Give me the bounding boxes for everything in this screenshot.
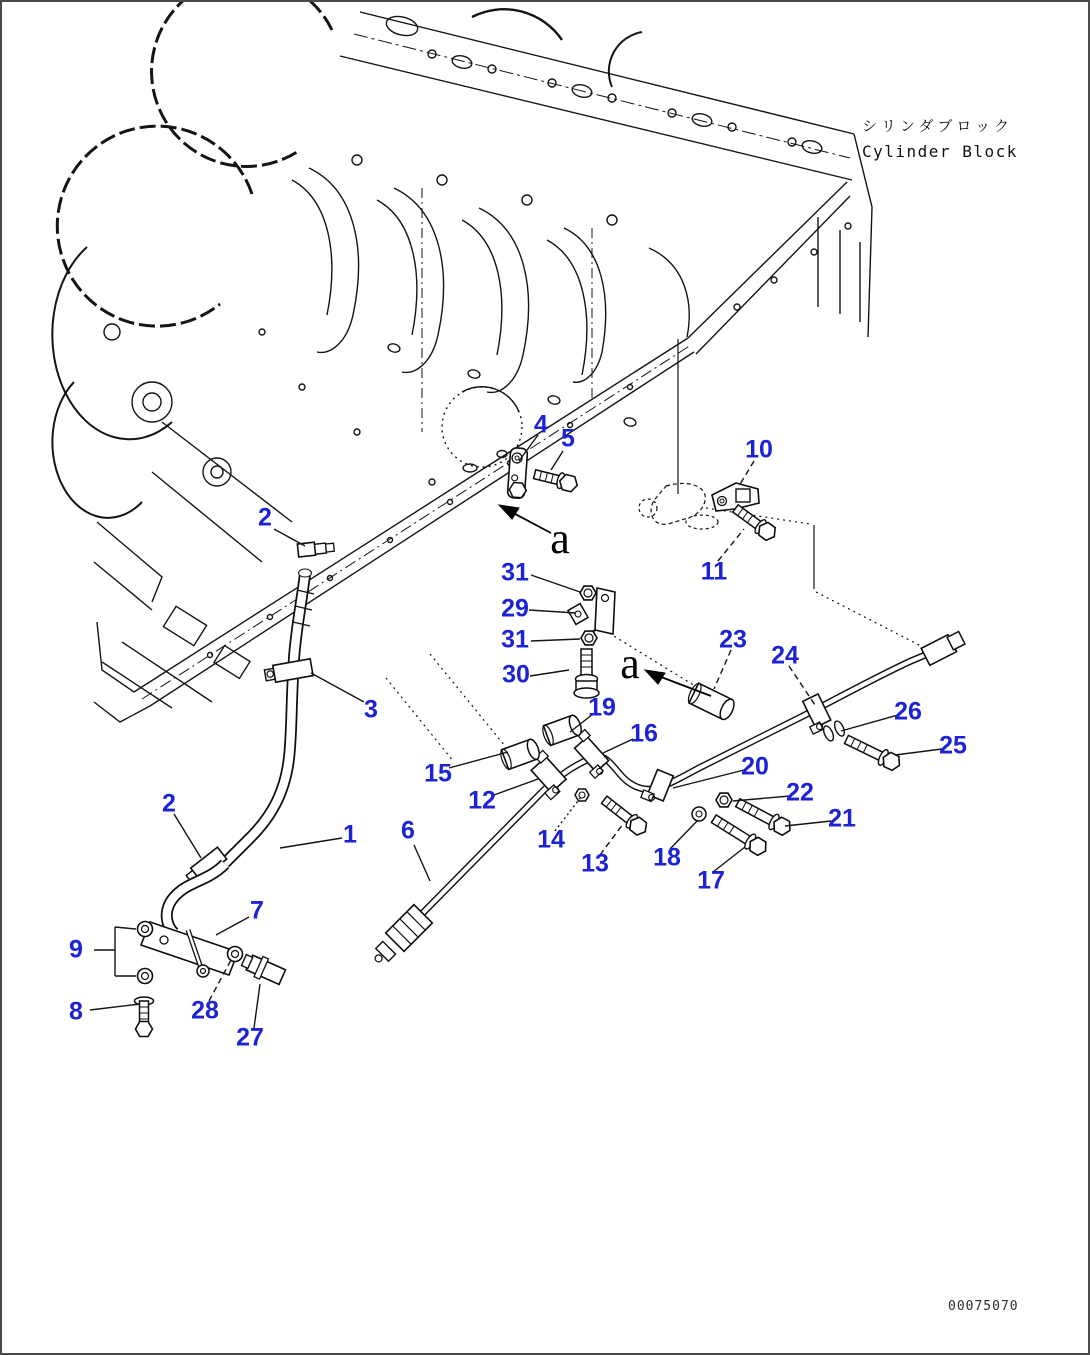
nut-part-22 <box>716 793 732 807</box>
callout-3-11[interactable]: 3 <box>364 695 378 724</box>
callout-25-17[interactable]: 25 <box>939 731 967 760</box>
callout-16-13[interactable]: 16 <box>630 719 658 748</box>
bolt-part-13 <box>599 793 650 838</box>
bushing-part-15 <box>499 738 542 771</box>
drawing-number: 00075070 <box>948 1299 1019 1314</box>
callout-27-32[interactable]: 27 <box>236 1023 264 1052</box>
callout-5-1[interactable]: 5 <box>561 424 575 453</box>
pipe-part-6 <box>367 625 966 970</box>
callout-9-29[interactable]: 9 <box>69 935 83 964</box>
callout-7-28[interactable]: 7 <box>250 896 264 925</box>
spacer-part-23 <box>686 682 737 722</box>
bracket-part-10 <box>712 483 759 511</box>
callout-4-0[interactable]: 4 <box>534 410 548 439</box>
bolt-part-25 <box>843 732 903 773</box>
callout-19-12[interactable]: 19 <box>588 693 616 722</box>
callout-17-27[interactable]: 17 <box>697 866 725 895</box>
title-english: Cylinder Block <box>862 142 1018 161</box>
callout-26-16[interactable]: 26 <box>894 697 922 726</box>
callout-28-31[interactable]: 28 <box>191 996 219 1025</box>
fitting-part-2a <box>297 540 334 557</box>
callout-31-7[interactable]: 31 <box>501 625 529 654</box>
washer-part-18 <box>692 807 706 821</box>
callout-2-21[interactable]: 2 <box>162 789 176 818</box>
callout-20-18[interactable]: 20 <box>741 752 769 781</box>
title-japanese: シリンダブロック <box>862 117 1014 135</box>
nuts-part-9 <box>138 922 153 984</box>
callout-24-10[interactable]: 24 <box>771 641 799 670</box>
nut-part-31a <box>580 586 596 600</box>
callout-14-24[interactable]: 14 <box>537 825 565 854</box>
callout-12-15[interactable]: 12 <box>468 786 496 815</box>
bolt-part-30 <box>574 649 599 698</box>
callout-23-9[interactable]: 23 <box>719 625 747 654</box>
callout-31-4[interactable]: 31 <box>501 558 529 587</box>
callout-21-20[interactable]: 21 <box>828 804 856 833</box>
tube-part-1 <box>225 569 314 863</box>
callout-6-23[interactable]: 6 <box>401 816 415 845</box>
callout-18-26[interactable]: 18 <box>653 843 681 872</box>
callout-2-3[interactable]: 2 <box>258 503 272 532</box>
callout-22-19[interactable]: 22 <box>786 778 814 807</box>
diagram-artwork <box>2 2 1088 1353</box>
callout-10-2[interactable]: 10 <box>745 435 773 464</box>
callout-13-25[interactable]: 13 <box>581 849 609 878</box>
nut-part-31b <box>581 631 597 645</box>
callout-1-22[interactable]: 1 <box>343 820 357 849</box>
ring-part-28 <box>228 947 243 962</box>
bracket-part-4 <box>507 448 529 499</box>
callout-8-30[interactable]: 8 <box>69 997 83 1026</box>
washer-part-14 <box>575 789 589 801</box>
callout-30-8[interactable]: 30 <box>502 660 530 689</box>
fitting-part-27 <box>239 950 286 987</box>
callout-15-14[interactable]: 15 <box>424 759 452 788</box>
bolt-part-8 <box>135 997 154 1037</box>
view-label-a-0: a <box>550 514 570 563</box>
bolt-part-5 <box>533 466 580 492</box>
bushing-part-19 <box>541 714 584 747</box>
callout-11-6[interactable]: 11 <box>700 557 728 586</box>
engine-block-drawing <box>52 2 872 722</box>
callout-29-5[interactable]: 29 <box>501 594 529 623</box>
view-label-a-1: a <box>620 639 640 688</box>
clamp-part-3 <box>264 659 313 684</box>
elbow-part-7 <box>141 864 238 977</box>
